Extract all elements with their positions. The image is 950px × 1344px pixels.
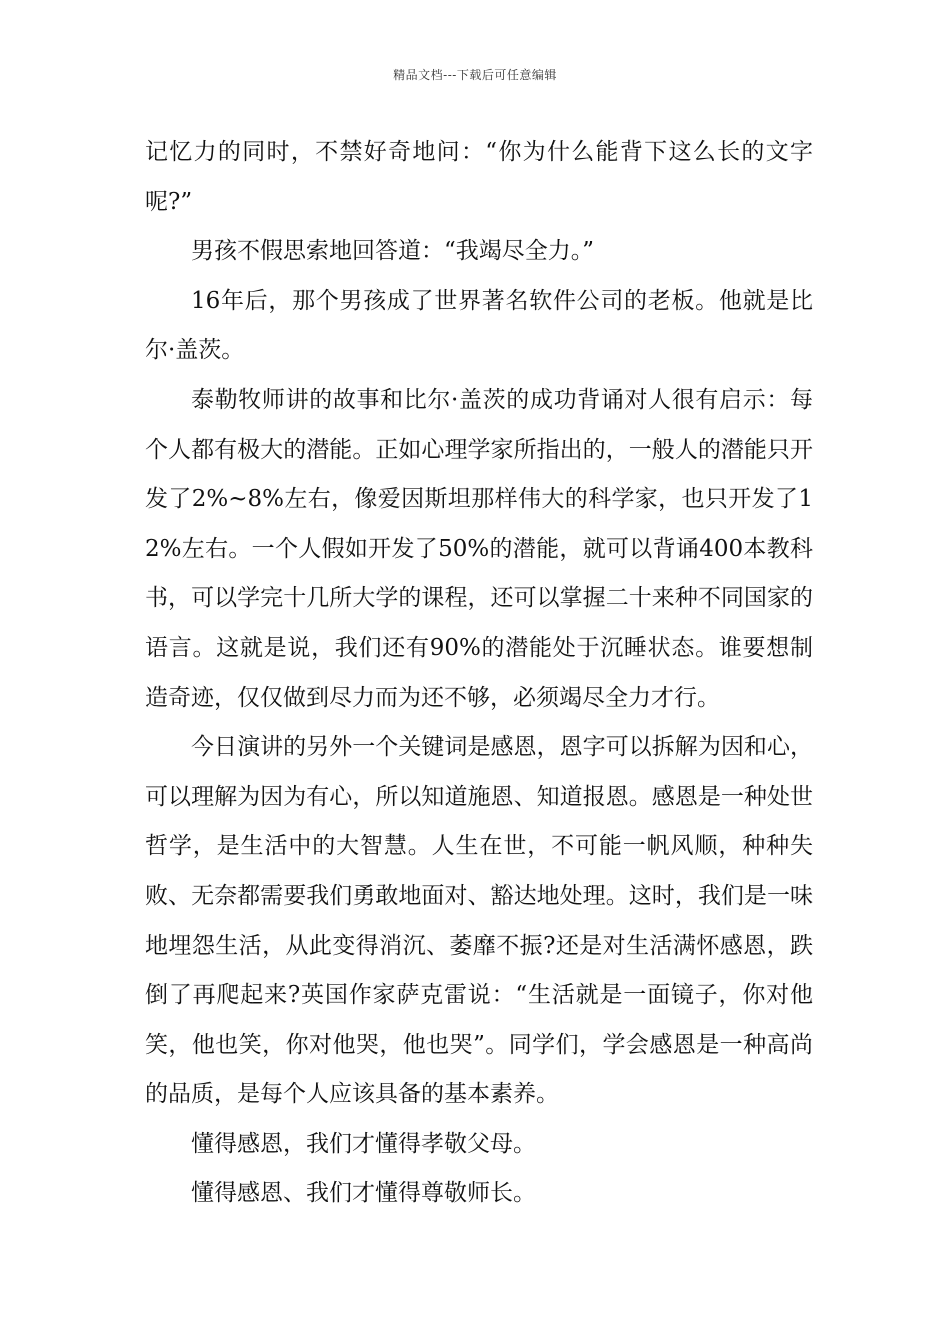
paragraph: 男孩不假思索地回答道：“我竭尽全力。” bbox=[191, 238, 595, 265]
paragraph: 今日演讲的另外一个关键词是感恩，恩字可以拆解为因和心，可以理解为因为有心，所以知道施恩、知道报恩。感恩是一种处世哲学，是生活中的大智慧。人生在世，不可能一帆风顺，种种失败、无奈都需要我们勇敢地面对、豁达地处理。这时，我们是一味地埋怨生活，从此变得消沉、萎靡不振?还是对生活满怀感恩，跌倒了再爬起来?英国作家萨克雷说：“生活就是一面镜子，你对他笑，他也笑，你对他哭，他也哭”。同学们，学会感恩是一种高尚的品质，是每个人应该具备的基本素养。 bbox=[145, 734, 813, 1108]
paragraph: 16年后，那个男孩成了世界著名软件公司的老板。他就是比尔·盖茨。 bbox=[145, 287, 813, 364]
document-body bbox=[145, 128, 813, 1219]
paragraph: 懂得感恩，我们才懂得孝敬父母。 bbox=[191, 1130, 536, 1157]
paragraph: 懂得感恩、我们才懂得尊敬师长。 bbox=[191, 1180, 536, 1207]
paragraph: 泰勒牧师讲的故事和比尔·盖茨的成功背诵对人很有启示：每个人都有极大的潜能。正如心理学家所指出的，一般人的潜能只开发了2%~8%左右，像爱因斯坦那样伟大的科学家，也只开发了12%左右。一个人假如开发了50%的潜能，就可以背诵400本教科书，可以学完十几所大学的课程，还可以掌握二十来种不同国家的语言。这就是说，我们还有90%的潜能处于沉睡状态。谁要想制造奇迹，仅仅做到尽力而为还不够，必须竭尽全力才行。 bbox=[145, 386, 813, 711]
paragraph: 记忆力的同时，不禁好奇地问：“你为什么能背下这么长的文字呢?” bbox=[145, 139, 813, 215]
page-header: 精品文档---下载后可任意编辑 bbox=[393, 68, 557, 82]
